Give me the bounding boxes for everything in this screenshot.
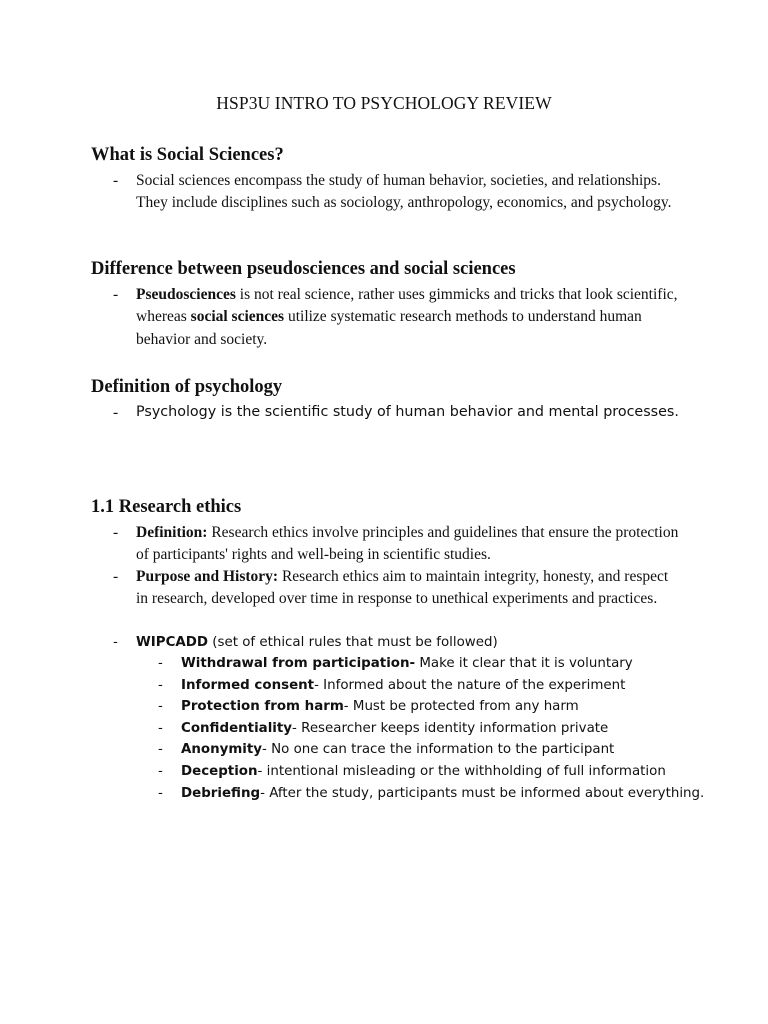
social-sciences-text: Social sciences encompass the study of human behavior, societies, and relationships. They include disciplines such as sociology, anthropology, economics, and psychology. bbox=[136, 172, 672, 212]
rule-confidentiality bbox=[181, 718, 701, 740]
sub-bullet-dash: - bbox=[158, 656, 163, 671]
sub-bullet-dash: - bbox=[158, 699, 163, 714]
rule-desc: Make it clear that it is voluntary bbox=[415, 656, 633, 671]
bullet-dash: - bbox=[113, 635, 118, 650]
rule-desc: - No one can trace the information to the participant bbox=[262, 742, 615, 757]
wipcadd-text bbox=[136, 632, 684, 654]
sub-bullet-dash: - bbox=[158, 764, 163, 779]
rule-label: Protection from harm bbox=[181, 699, 344, 714]
bullet-dash: - bbox=[113, 286, 119, 303]
sub-bullet-dash: - bbox=[158, 678, 163, 693]
heading-social-sciences: What is Social Sciences? bbox=[91, 145, 284, 165]
ethics-purpose-text bbox=[136, 566, 684, 611]
rule-label: Withdrawal from participation- bbox=[181, 656, 416, 671]
rule-desc: - After the study, participants must be informed about everything. bbox=[260, 786, 705, 801]
heading-research-ethics: 1.1 Research ethics bbox=[91, 497, 242, 517]
rule-informed-consent bbox=[181, 675, 701, 697]
heading-pseudosciences: Difference between pseudosciences and social sciences bbox=[91, 259, 516, 279]
rule-label: Informed consent bbox=[181, 678, 315, 693]
rule-debriefing bbox=[181, 783, 705, 805]
rule-desc: - intentional misleading or the withholding of full information bbox=[257, 764, 666, 779]
ethics-definition-text bbox=[136, 522, 684, 567]
purpose-desc: Research ethics aim to maintain integrity, honesty, and respect in research, developed over time in response to unethical experiments and practices. bbox=[136, 568, 669, 608]
pseudosciences-desc: is not real science, rather uses gimmicks and tricks that look scientific, whereas bbox=[136, 286, 678, 326]
rule-desc: - Must be protected from any harm bbox=[343, 699, 579, 714]
rule-withdrawal bbox=[181, 653, 701, 675]
definition-desc: Research ethics involve principles and guidelines that ensure the protection of participants' rights and well-being in scientific studies. bbox=[136, 524, 679, 564]
sub-bullet-dash: - bbox=[158, 742, 163, 757]
wipcadd-desc: (set of ethical rules that must be followed) bbox=[208, 635, 498, 650]
rule-desc: - Informed about the nature of the experiment bbox=[314, 678, 626, 693]
rule-label: Debriefing bbox=[181, 786, 261, 801]
rule-protection bbox=[181, 696, 701, 718]
bullet-dash: - bbox=[113, 568, 119, 585]
sub-bullet-dash: - bbox=[158, 721, 163, 736]
pseudosciences-term: Pseudosciences bbox=[136, 286, 236, 303]
heading-psychology: Definition of psychology bbox=[91, 377, 283, 397]
social-sciences-desc: utilize systematic research methods to understand human behavior and society. bbox=[136, 308, 642, 348]
purpose-label: Purpose and History: bbox=[136, 568, 279, 585]
bullet-dash: - bbox=[113, 172, 119, 189]
social-sciences-term: social sciences bbox=[190, 308, 285, 326]
sub-bullet-dash: - bbox=[158, 786, 163, 801]
bullet-dash: - bbox=[113, 524, 119, 541]
rule-anonymity bbox=[181, 739, 701, 761]
psychology-definition-text: Psychology is the scientific study of human behavior and mental processes. bbox=[136, 404, 679, 420]
rule-label: Anonymity bbox=[181, 742, 263, 757]
document-title: HSP3U INTRO TO PSYCHOLOGY REVIEW bbox=[216, 93, 552, 113]
rule-label: Deception bbox=[181, 764, 258, 779]
rule-desc: - Researcher keeps identity information private bbox=[292, 721, 609, 736]
rule-label: Confidentiality bbox=[181, 721, 293, 736]
bullet-dash: - bbox=[113, 404, 119, 421]
definition-label: Definition: bbox=[136, 524, 208, 541]
pseudosciences-text bbox=[136, 284, 684, 351]
rule-deception bbox=[181, 761, 701, 783]
wipcadd-label: WIPCADD bbox=[136, 635, 208, 650]
